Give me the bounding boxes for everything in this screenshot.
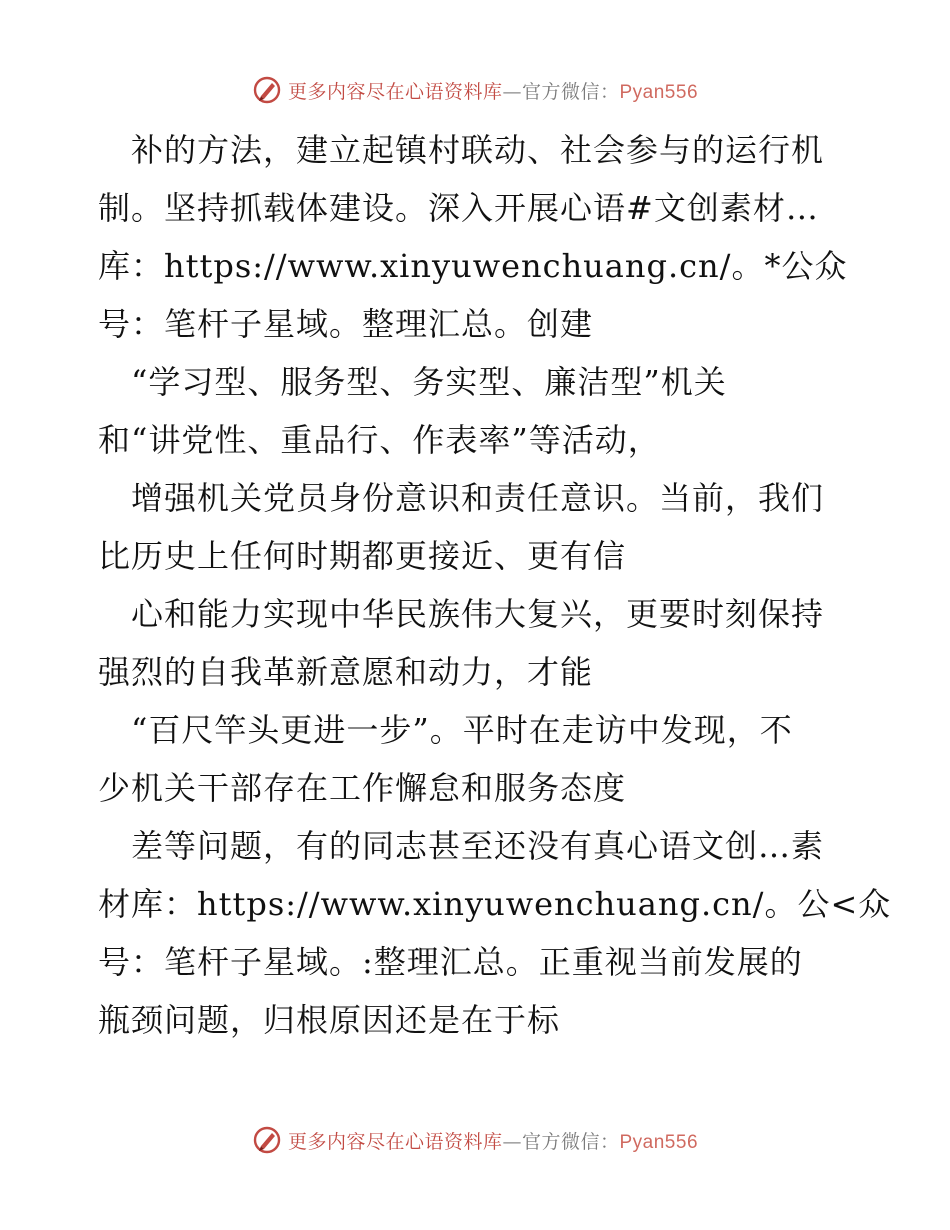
body-line: 强烈的自我革新意愿和动力，才能	[98, 653, 594, 691]
body-line: “百尺竿头更进一步”。平时在走访中发现，不	[98, 711, 793, 749]
body-line: 和“讲党性、重品行、作表率”等活动，	[98, 421, 661, 459]
footer-banner	[0, 1120, 950, 1160]
body-line: 少机关干部存在工作懈怠和服务态度	[98, 769, 627, 807]
body-line: 心和能力实现中华民族伟大复兴，更要时刻保持	[98, 595, 825, 633]
body-line: 差等问题，有的同志甚至还没有真心语文创…素	[98, 827, 825, 865]
header-brand: 更多内容尽在心语资料库	[287, 80, 503, 103]
red-pen-seal-icon	[252, 1125, 282, 1155]
header-banner	[0, 70, 950, 110]
body-line: 号：笔杆子星域。:整理汇总。正重视当前发展的	[98, 943, 803, 981]
body-line: “学习型、服务型、务实型、廉洁型”机关	[98, 363, 727, 401]
body-line: 材库：https://www.xinyuwenchuang.cn/。公<众	[98, 885, 892, 923]
footer-wechat-id: Pyan556	[619, 1131, 699, 1153]
red-pen-seal-icon	[252, 75, 282, 105]
body-line: 补的方法，建立起镇村联动、社会参与的运行机	[98, 131, 825, 169]
header-banner-text	[288, 77, 698, 104]
body-line: 库：https://www.xinyuwenchuang.cn/。*公众	[98, 247, 848, 285]
footer-brand: 更多内容尽在心语资料库	[287, 1130, 503, 1153]
body-line: 增强机关党员身份意识和责任意识。当前，我们	[98, 479, 825, 517]
body-text	[98, 121, 892, 1049]
body-line: 制。坚持抓载体建设。深入开展心语#文创素材…	[98, 189, 819, 227]
body-line: 号：笔杆子星域。整理汇总。创建	[98, 305, 594, 343]
header-official-label: 官方微信：	[521, 80, 620, 103]
header-wechat-id: Pyan556	[619, 81, 699, 103]
body-line: 瓶颈问题，归根原因还是在于标	[98, 1001, 561, 1039]
footer-banner-text	[288, 1127, 698, 1154]
footer-official-label: 官方微信：	[521, 1130, 620, 1153]
body-line: 比历史上任何时期都更接近、更有信	[98, 537, 627, 575]
footer-dash: —	[502, 1130, 522, 1153]
header-dash: —	[502, 80, 522, 103]
